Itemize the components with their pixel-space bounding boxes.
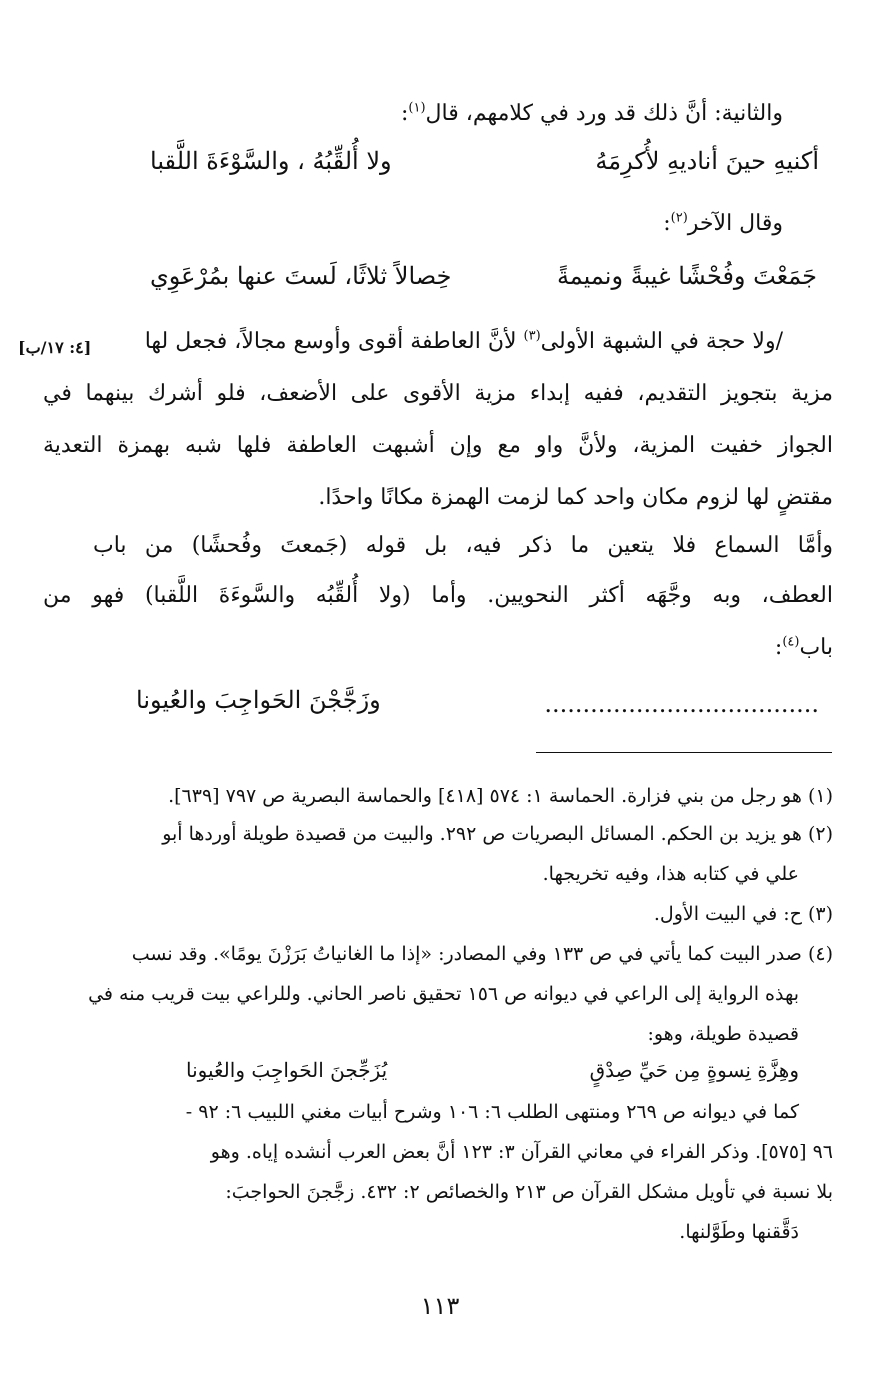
verse1-left-hemistich: ولا أُلقِّبُهُ ، والسَّوْءَةَ اللَّقبا (150, 147, 392, 175)
fn-verse-left-hemistich: يُزَجِّجنَ الحَواجِبَ والعُيونا (186, 1058, 388, 1082)
verse3-dots: .................................... (544, 690, 819, 718)
intro-text: والثانية: أنَّ ذلك قد ورد في كلامهم، قال (425, 101, 783, 126)
footnote-4-line-8: دَقَّقنها وطَوَّلنها. (679, 1221, 799, 1243)
footnote-4-line-6: ٩٦ [٥٧٥]. وذكر الفراء في معاني القرآن ٣: ١٢٣ أنَّ بعض العرب أنشده إياه. وهو (210, 1141, 833, 1163)
footnote-4-line-2: بهذه الرواية إلى الراعي في ديوانه ص ١٥٦ تحقيق ناصر الحاني. وللراعي بيت قريب منه في (88, 983, 799, 1005)
footnote-ref-2[interactable]: (٢) (670, 210, 688, 226)
footnote-4-line-1-row (132, 942, 833, 967)
footnote-ref-4[interactable]: (٤) (782, 634, 800, 650)
intro-line (401, 100, 783, 129)
footnote-3-line-1: ح: في البيت الأول. (653, 903, 802, 925)
footnote-2-line-2: علي في كتابه هذا، وفيه تخريجها. (542, 863, 799, 885)
para2-line-2: العطف، وبه وجَّهَه أكثر النحويين. وأما (ولا أُلقِّبُه والسَّوءَةَ اللَّقبا) فهو من (43, 583, 833, 608)
para1-line-1-rest: لأنَّ العاطفة أقوى وأوسع مجالاً، فجعل لها (144, 329, 524, 354)
footnote-2-line-1: هو يزيد بن الحكم. المسائل البصريات ص ٢٩٢. والبيت من قصيدة طويلة أوردها أبو (162, 823, 802, 845)
intro-colon: : (400, 101, 409, 126)
para2-line-1: وأمَّا السماع فلا يتعين ما ذكر فيه، بل قوله (جَمعتَ وفُحشًا) من باب (93, 533, 833, 558)
footnote-1 (168, 784, 833, 809)
verse3-left-hemistich: وزَجَّجْنَ الحَواجِبَ والعُيونا (136, 686, 381, 714)
para1-line-3: الجواز خفيت المزية، ولأنَّ واو مع وإن أشبهت العاطفة فلها شبه بهمزة التعدية (43, 433, 833, 458)
footnote-ref-1[interactable]: (١) (408, 100, 426, 116)
fn-verse-right-hemistich: وهِزَّةِ نِسوةٍ مِن حَيِّ صِدْقٍ (589, 1058, 799, 1082)
para1-line-2: مزية بتجويز التقديم، ففيه إبداء مزية الأقوى على الأضعف، فلو أشرك بينهما في (43, 381, 833, 406)
other-poet-text: وقال الآخر (687, 211, 783, 236)
footnote-4-number: (٤) (807, 943, 833, 965)
para2-line-3 (775, 634, 833, 663)
other-poet-colon: : (663, 211, 671, 236)
footnote-ref-3[interactable]: (٣) (523, 328, 541, 344)
footnote-4-line-5: كما في ديوانه ص ٢٦٩ ومنتهى الطلب ٦: ١٠٦ وشرح أبيات مغني اللبيب ٦: ٩٢ - (185, 1101, 799, 1123)
footnote-4-line-1: صدر البيت كما يأتي في ص ١٣٣ وفي المصادر: «إذا ما الغانياتُ بَرَزْنَ يومًا». وقد نسب (131, 943, 802, 965)
footnote-1-number: (١) (807, 785, 833, 807)
para2-line-3-text: باب (799, 635, 833, 660)
footnote-2-line-1-row (162, 822, 833, 847)
para1-line-4: مقتضٍ لها لزوم مكان واحد كما لزمت الهمزة مكانًا واحدًا. (318, 485, 833, 510)
para1-line-1-text: /ولا حجة في الشبهة الأولى (540, 329, 783, 354)
footnote-1-line-1: هو رجل من بني فزارة. الحماسة ١: ٥٧٤ [٤١٨] والحماسة البصرية ص ٧٩٧ [٦٣٩]. (168, 785, 802, 807)
footnote-2-number: (٢) (807, 823, 833, 845)
footnote-separator (536, 752, 832, 753)
margin-folio-ref: [٤: ١٧/ب] (18, 338, 92, 357)
footnote-4-line-3: قصيدة طويلة، وهو: (647, 1023, 799, 1045)
other-poet-line (663, 210, 783, 239)
footnote-4-line-7: بلا نسبة في تأويل مشكل القرآن ص ٢١٣ والخصائص ٢: ٤٣٢. زجَّجنَ الحواجبَ: (225, 1181, 833, 1203)
verse1-right-hemistich: أكنيهِ حينَ أناديهِ لأُكرِمَهُ (595, 147, 819, 175)
footnote-3 (654, 902, 833, 927)
para1-line-1 (145, 328, 783, 357)
verse2-left-hemistich: خِصالاً ثلاثًا، لَستَ عنها بمُرْعَوِي (150, 262, 452, 290)
footnote-3-number: (٣) (807, 903, 833, 925)
para2-line-3-colon: : (774, 635, 783, 660)
verse2-right-hemistich: جَمَعْتَ وفُحْشًا غيبةً ونميمةً (556, 262, 817, 290)
page-number: ١١٣ (420, 1292, 460, 1320)
